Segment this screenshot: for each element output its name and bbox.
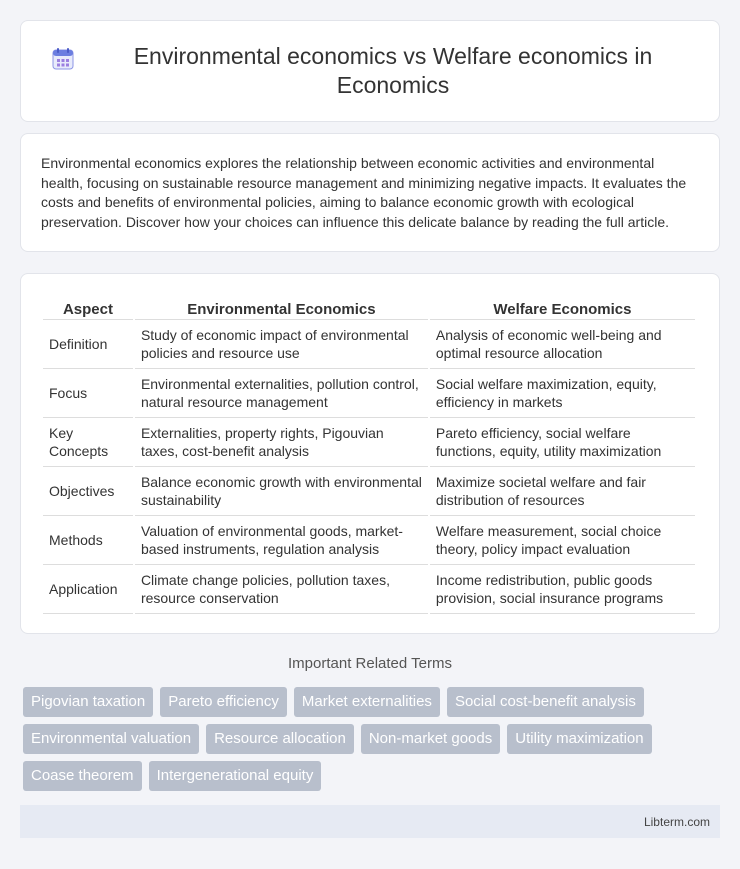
term-tag[interactable]: Resource allocation <box>206 724 354 754</box>
table-row <box>43 418 695 467</box>
table-row <box>43 467 695 516</box>
page-title: Environmental economics vs Welfare economics in Economics <box>133 43 653 98</box>
row-aspect: Focus <box>43 369 133 418</box>
term-tag[interactable]: Utility maximization <box>507 724 651 754</box>
row-environmental: Study of economic impact of environmental policies and resource use <box>135 320 428 369</box>
footer-site-link[interactable]: Libterm.com <box>643 814 710 829</box>
row-aspect: Application <box>43 565 133 614</box>
comparison-table <box>41 296 697 614</box>
title-wrap <box>50 42 690 100</box>
table-row <box>43 565 695 614</box>
row-welfare: Welfare measurement, social choice theory, policy impact evaluation <box>430 516 695 565</box>
intro-text: Environmental economics explores the relationship between economic activities and environmental health, focusing on sustainable resource management and minimizing negative impacts. It evaluates the costs and benefits of environmental policies, aiming to balance economic growth with ecological preservation. Discover how your choices can influence this delicate balance by reading the full article. <box>41 155 687 230</box>
row-welfare: Maximize societal welfare and fair distribution of resources <box>430 467 695 516</box>
row-environmental: Valuation of environmental goods, market-based instruments, regulation analysis <box>135 516 428 565</box>
row-environmental: Externalities, property rights, Pigouvian taxes, cost-benefit analysis <box>135 418 428 467</box>
row-aspect: Objectives <box>43 467 133 516</box>
row-environmental: Environmental externalities, pollution control, natural resource management <box>135 369 428 418</box>
term-tag[interactable]: Intergenerational equity <box>149 761 322 791</box>
comparison-table-card <box>20 273 720 634</box>
table-header-row <box>43 296 695 320</box>
title-card <box>20 20 720 122</box>
table-row <box>43 369 695 418</box>
table-row <box>43 516 695 565</box>
term-tag[interactable]: Environmental valuation <box>23 724 199 754</box>
header-welfare: Welfare Economics <box>430 296 695 320</box>
term-tag[interactable]: Social cost-benefit analysis <box>447 687 644 717</box>
term-tag[interactable]: Market externalities <box>294 687 440 717</box>
related-terms-list <box>23 687 713 791</box>
calendar-icon <box>50 46 76 72</box>
term-tag[interactable]: Non-market goods <box>361 724 500 754</box>
header-aspect: Aspect <box>43 296 133 320</box>
intro-card <box>20 133 720 252</box>
term-tag[interactable]: Pareto efficiency <box>160 687 287 717</box>
row-aspect: Definition <box>43 320 133 369</box>
table-row <box>43 320 695 369</box>
term-tag[interactable]: Pigovian taxation <box>23 687 153 717</box>
row-welfare: Social welfare maximization, equity, efficiency in markets <box>430 369 695 418</box>
row-welfare: Income redistribution, public goods provision, social insurance programs <box>430 565 695 614</box>
row-environmental: Climate change policies, pollution taxes, resource conservation <box>135 565 428 614</box>
footer <box>20 805 720 838</box>
row-aspect: Key Concepts <box>43 418 133 467</box>
row-welfare: Analysis of economic well-being and optimal resource allocation <box>430 320 695 369</box>
row-welfare: Pareto efficiency, social welfare functions, equity, utility maximization <box>430 418 695 467</box>
term-tag[interactable]: Coase theorem <box>23 761 142 791</box>
row-environmental: Balance economic growth with environmental sustainability <box>135 467 428 516</box>
row-aspect: Methods <box>43 516 133 565</box>
related-terms-heading: Important Related Terms <box>288 655 452 672</box>
header-environmental: Environmental Economics <box>135 296 428 320</box>
